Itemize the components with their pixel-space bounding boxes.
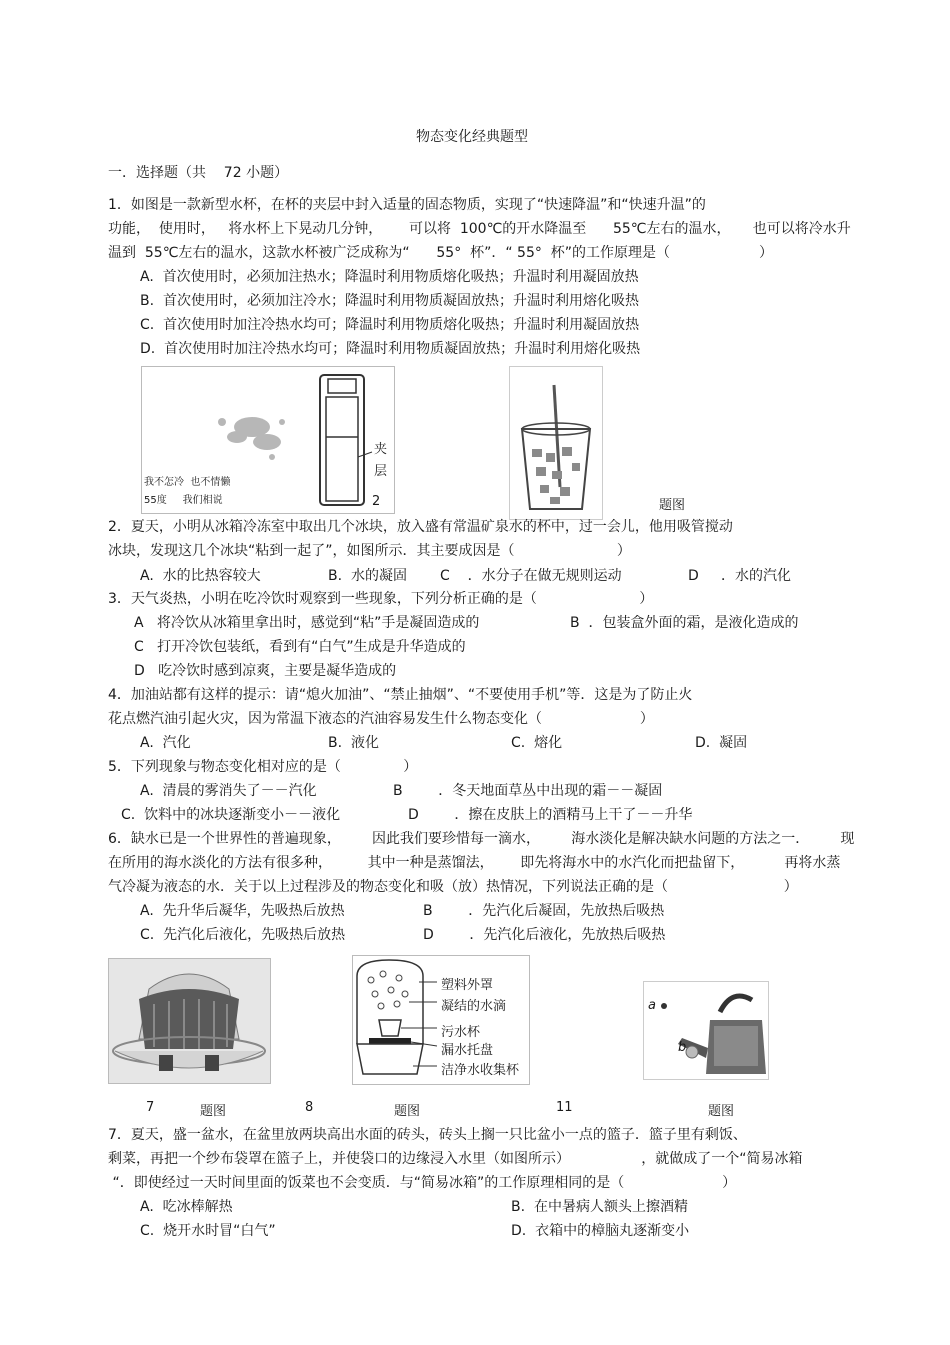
q1-figure-label: 夹 层 xyxy=(374,442,388,479)
q5-line-1: 5．下列现象与物态变化相对应的是（ ） xyxy=(108,759,418,775)
q7-figure-basket-graphic xyxy=(109,959,270,1083)
q2-figure xyxy=(509,366,603,520)
q6-option-c: C. 先汽化后液化，先吸热后放热 xyxy=(140,927,346,943)
caption-7-text: 题图 xyxy=(200,1104,227,1119)
q4-option-d: D. 凝固 xyxy=(695,735,748,751)
q7-option-d: D. 衣箱中的樟脑丸逐渐变小 xyxy=(511,1223,690,1239)
q6-line-3: 气冷凝为液态的水．关于以上过程涉及的物态变化和吸（放）热情况，下列说法正确的是（ ） xyxy=(108,879,798,895)
q4-option-c: C. 熔化 xyxy=(511,735,563,751)
q7-option-a: A. 吃冰棒解热 xyxy=(140,1199,233,1215)
q5-option-a: A. 清晨的雾消失了－－汽化 xyxy=(140,783,317,799)
q7-line-3: “．即使经过一天时间里面的饭菜也不会变质．与“简易冰箱”的工作原理相同的是（ ） xyxy=(108,1175,737,1191)
q1-figure-number: 2 xyxy=(372,494,381,509)
q4-line-2: 花点燃汽油引起火灾，因为常温下液态的汽油容易发生什么物态变化（ ） xyxy=(108,711,654,727)
q1-line-3: 温到 55℃左右的温水，这款水杯被广泛成称为“ 55° 杯”．“ 55° 杯”的工作原理是（ ） xyxy=(108,245,774,261)
q7-option-b: B. 在中暑病人额头上擦酒精 xyxy=(511,1199,688,1215)
q1-option-a: A. 首次使用时，必须加注热水；降温时利用物质熔化吸热；升温时利用凝固放热 xyxy=(140,269,639,285)
caption-11-number: 11 xyxy=(556,1100,573,1115)
q6-option-d: D ．先汽化后液化，先放热后吸热 xyxy=(423,927,666,943)
q3-option-d: D 吃冷饮时感到凉爽，主要是凝华造成的 xyxy=(134,663,397,679)
q1-option-d: D. 首次使用时加注冷热水均可；降温时利用物质凝固放热；升温时利用熔化吸热 xyxy=(140,341,641,357)
q4-option-a: A. 汽化 xyxy=(140,735,191,751)
kettle-label-a: a xyxy=(648,998,656,1013)
distiller-label-tray: 漏水托盘 xyxy=(441,1043,494,1058)
q3-line-1: 3．天气炎热，小明在吃冷饮时观察到一些现象，下列分析正确的是（ ） xyxy=(108,591,654,607)
section-heading: 一．选择题（共 72 小题） xyxy=(108,165,289,181)
q4-line-1: 4．加油站都有这样的提示：请“熄火加油”、“禁止抽烟”、“不要使用手机”等．这是为了防止火 xyxy=(108,687,693,703)
distiller-label-clean-cup: 洁净水收集杯 xyxy=(441,1063,520,1078)
q3-option-c: C 打开冷饮包装纸，看到有“白气”生成是升华造成的 xyxy=(134,639,466,655)
distiller-label-cover: 塑料外罩 xyxy=(441,978,494,993)
q2-option-d: D ．水的汽化 xyxy=(688,568,792,584)
q2-option-a: A. 水的比热容较大 xyxy=(140,568,261,584)
q7-line-2: 剩菜，再把一个纱布袋罩在篮子上，并使袋口的边缘浸入水里（如图所示） ，就做成了一个“简易冰箱 xyxy=(108,1151,803,1167)
caption-8-number: 8 xyxy=(305,1100,314,1115)
q6-line-2: 在所用的海水淡化的方法有很多种， 其中一种是蒸馏法， 即先将海水中的水汽化而把盐留下， 再将水蒸 xyxy=(108,855,841,871)
q7-line-1: 7．夏天，盛一盆水，在盆里放两块高出水面的砖头，砖头上搁一只比盆小一点的篮子．篮子里有剩饭、 xyxy=(108,1127,747,1143)
q2-option-b: B. 水的凝固 xyxy=(328,568,407,584)
q1-line-1: 1．如图是一款新型水杯，在杯的夹层中封入适量的固态物质，实现了“快速降温”和“快速升温”的 xyxy=(108,197,706,213)
caption-11-text: 题图 xyxy=(708,1104,735,1119)
q1-figure-caption: 题图 xyxy=(659,498,686,513)
q1-figure-text-2: 55度 我们相说 xyxy=(144,495,223,506)
distiller-label-dirty-cup: 污水杯 xyxy=(441,1025,481,1040)
q8-figure-distiller xyxy=(352,955,530,1085)
q5-option-b: B ．冬天地面草丛中出现的霜－－凝固 xyxy=(393,783,663,799)
q2-line-2: 冰块，发现这几个冰块“粘到一起了”，如图所示．其主要成因是（ ） xyxy=(108,543,631,559)
caption-8-text: 题图 xyxy=(394,1104,421,1119)
q4-option-b: B. 液化 xyxy=(328,735,379,751)
q3-option-b: B ．包装盒外面的霜，是液化造成的 xyxy=(570,615,799,631)
q5-option-d: D ．擦在皮肤上的酒精马上干了－－升华 xyxy=(408,807,693,823)
q2-option-c: C ．水分子在做无规则运动 xyxy=(440,568,622,584)
q7-option-c: C. 烧开水时冒“白气” xyxy=(140,1223,276,1239)
q1-option-b: B. 首次使用时，必须加注冷水；降温时利用物质凝固放热；升温时利用熔化吸热 xyxy=(140,293,639,309)
kettle-label-b: b xyxy=(678,1040,687,1055)
q6-option-b: B ．先汽化后凝固，先放热后吸热 xyxy=(423,903,665,919)
q1-option-c: C. 首次使用时加注冷热水均可；降温时利用物质熔化吸热；升温时利用凝固放热 xyxy=(140,317,640,333)
q1-figure-text-1: 我不怎冷 也不情懒 xyxy=(144,477,231,488)
q6-option-a: A. 先升华后凝华，先吸热后放热 xyxy=(140,903,345,919)
q2-figure-graphic xyxy=(510,367,602,519)
q11-figure-kettle-graphic xyxy=(644,982,768,1079)
q1-figure xyxy=(141,366,395,514)
page-title: 物态变化经典题型 xyxy=(416,129,528,145)
q3-option-a: A 将冷饮从冰箱里拿出时，感觉到“粘”手是凝固造成的 xyxy=(134,615,480,631)
q7-figure-basket xyxy=(108,958,271,1084)
caption-7-number: 7 xyxy=(146,1100,155,1115)
distiller-label-droplets: 凝结的水滴 xyxy=(441,999,507,1014)
q6-line-1: 6．缺水已是一个世界性的普遍现象， 因此我们要珍惜每一滴水， 海水淡化是解决缺水问题的方法之一． 现 xyxy=(108,831,855,847)
q2-line-1: 2．夏天，小明从冰箱冷冻室中取出几个冰块，放入盛有常温矿泉水的杯中，过一会儿，他用吸管搅动 xyxy=(108,519,733,535)
q11-figure-kettle xyxy=(643,981,769,1080)
q5-option-c: C. 饮料中的冰块逐渐变小－－液化 xyxy=(121,807,341,823)
q1-line-2: 功能， 使用时， 将水杯上下晃动几分钟， 可以将 100℃的开水降温至 55℃左右的温水， 也可以将冷水升 xyxy=(108,221,851,237)
